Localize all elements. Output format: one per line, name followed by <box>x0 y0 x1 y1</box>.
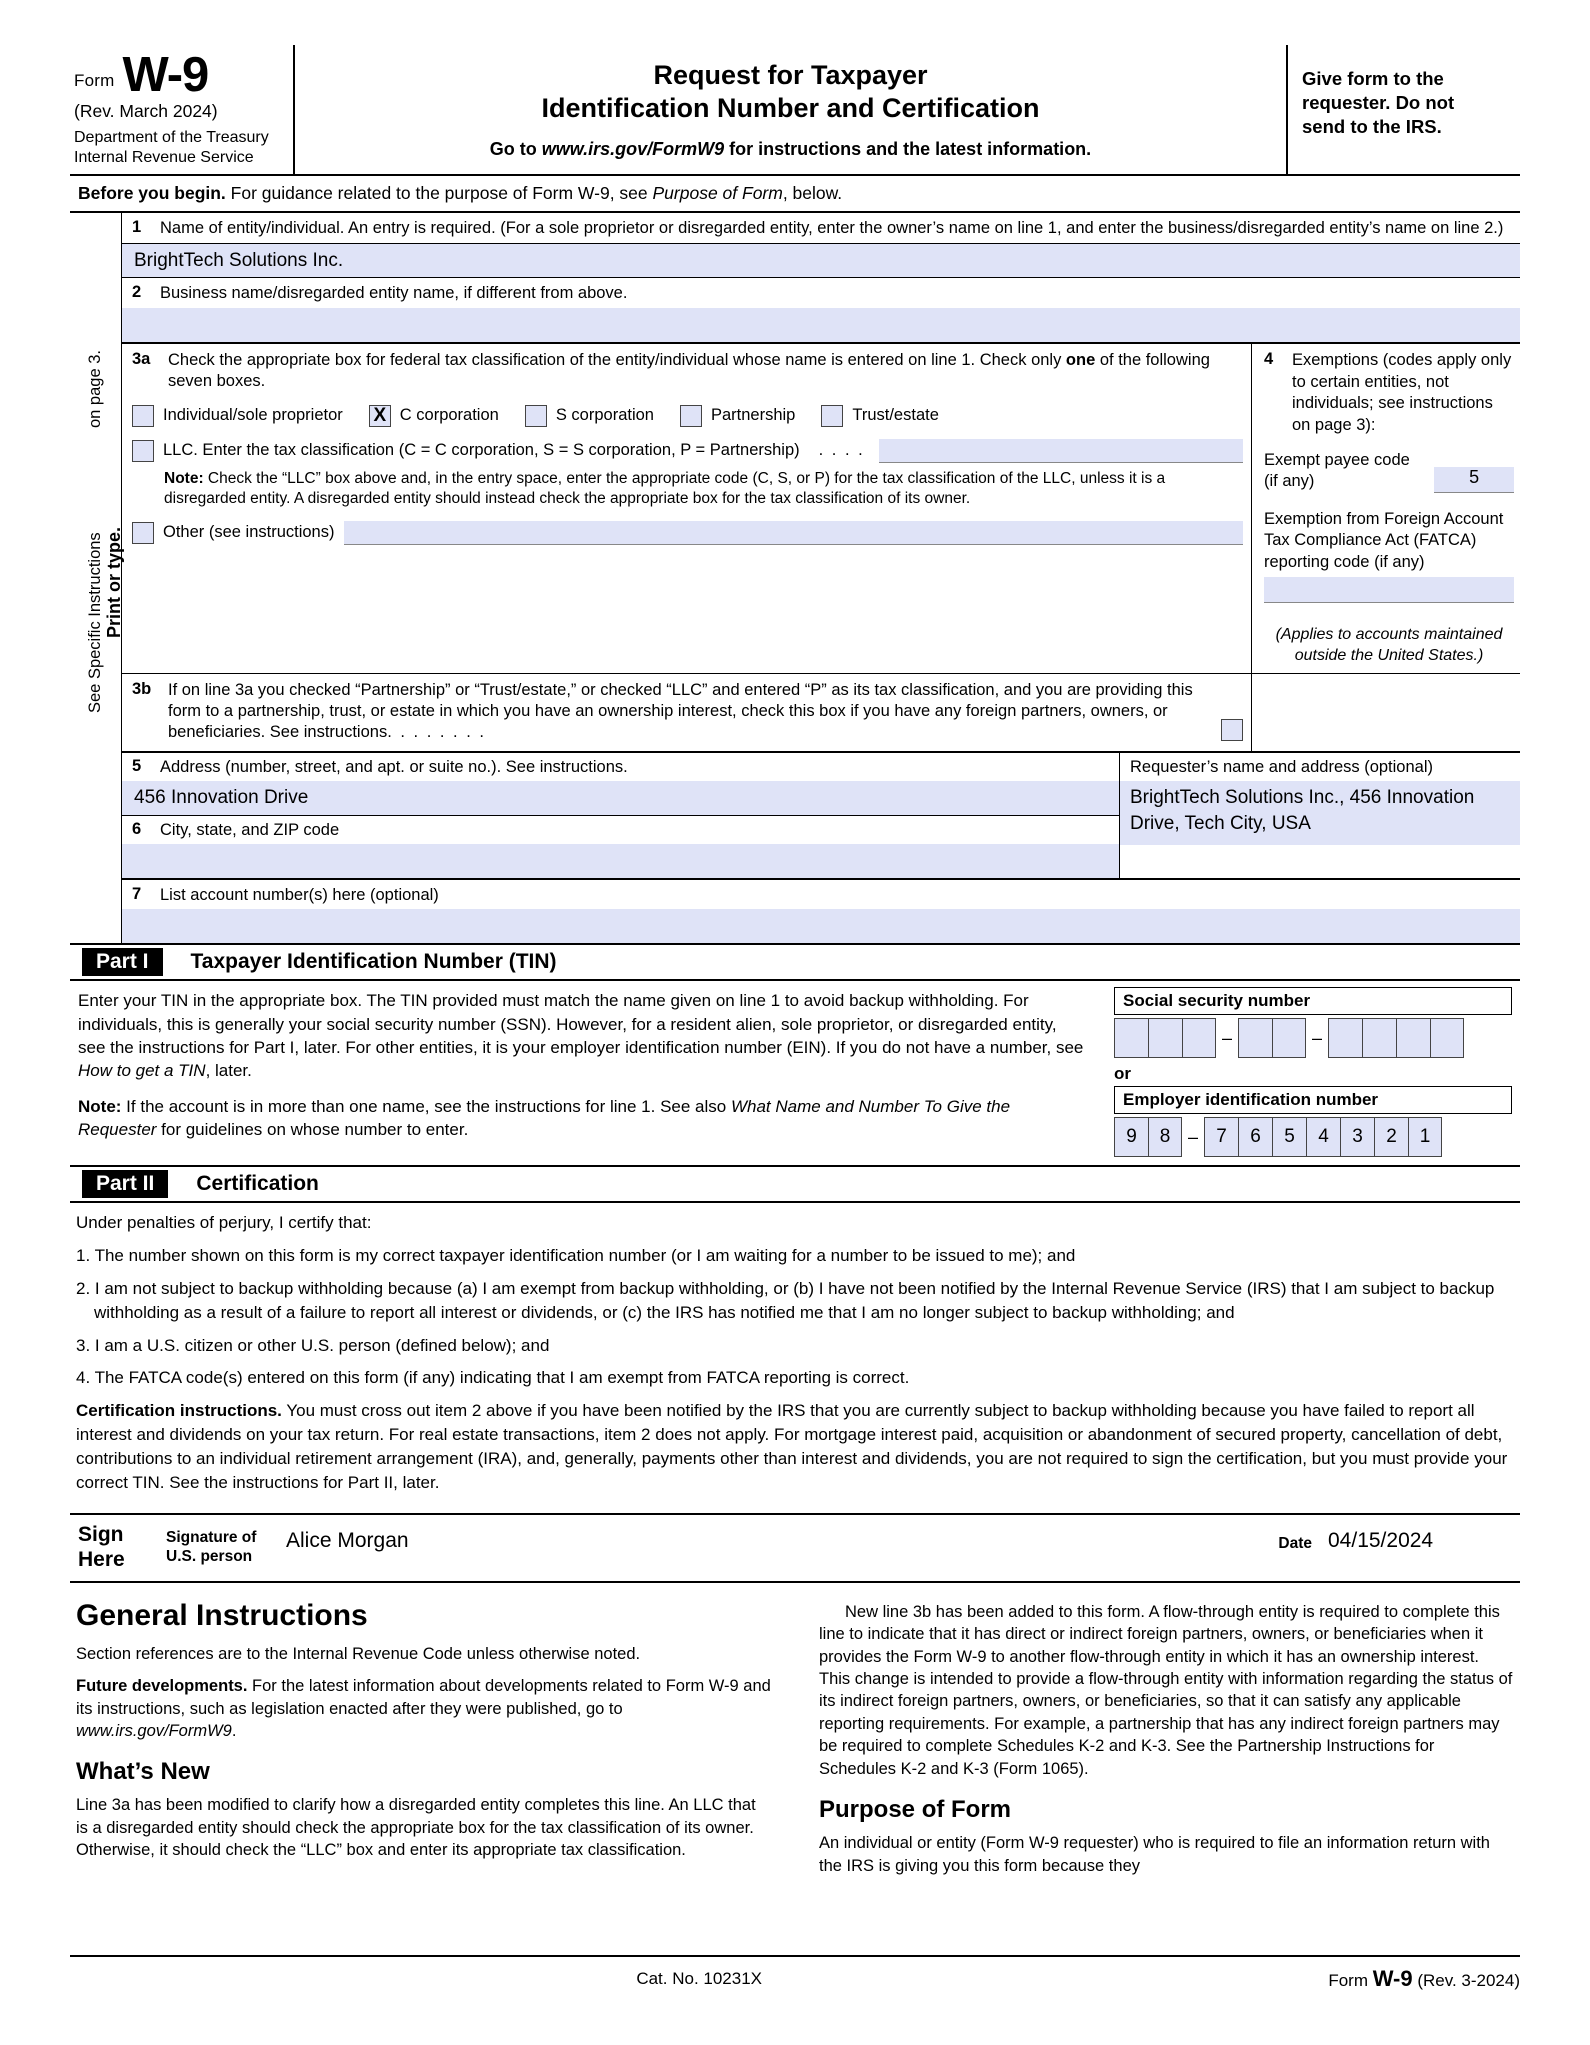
ein-digit-9[interactable]: 1 <box>1408 1117 1442 1157</box>
part1-text-block <box>70 981 1100 1165</box>
rail-print-or-type: Print or type. <box>104 527 124 639</box>
line1-name-input[interactable]: BrightTech Solutions Inc. <box>122 243 1520 277</box>
ssn-digit-4[interactable] <box>1238 1018 1272 1058</box>
department-irs-line: Internal Revenue Service <box>74 149 254 167</box>
goto-prefix: Go to <box>489 138 542 159</box>
ssn-digit-2[interactable] <box>1148 1018 1182 1058</box>
line1-number: 1 <box>132 218 142 237</box>
line5-address-input[interactable]: 456 Innovation Drive <box>122 781 1119 815</box>
line4-label: Exemptions (codes apply only to certain entities, not individuals; see instructions on page 3): <box>1292 351 1512 434</box>
form-header <box>70 45 1520 176</box>
whats-new-paragraph: Line 3a has been modified to clarify how a disregarded entity completes this line. An LLC that is a disregarded entity should check the appropriate box for the tax classification of its owner. Otherwise, it should check the “LLC” box and enter its appropriate tax classification. <box>76 1796 756 1860</box>
whats-new-heading: What’s New <box>76 1758 210 1786</box>
ssn-digit-5[interactable] <box>1272 1018 1306 1058</box>
signature-of-label <box>162 1515 280 1580</box>
footer-form-revision: (Rev. 3-2024) <box>1412 1971 1521 1990</box>
line6-label-row <box>122 815 1119 844</box>
llc-note <box>164 469 1243 509</box>
part1-bar <box>70 945 1520 981</box>
certification-item-1: 1. The number shown on this form is my correct taxpayer identification number (or I am waiting for a number to be issued to me); and <box>76 1246 1076 1266</box>
instructions-left-column <box>76 1597 771 1887</box>
ein-header-label: Employer identification number <box>1114 1086 1512 1114</box>
ssn-digit-9[interactable] <box>1430 1018 1464 1058</box>
ein-digit-6[interactable]: 4 <box>1306 1117 1340 1157</box>
ein-digit-7[interactable]: 3 <box>1340 1117 1374 1157</box>
or-separator-label: or <box>1114 1064 1131 1084</box>
certification-item-4: 4. The FATCA code(s) entered on this form (if any) indicating that I am exempt from FATCA reporting is correct. <box>76 1368 910 1388</box>
line6-city-state-zip-input[interactable] <box>122 844 1119 878</box>
signature-input[interactable]: Alice Morgan <box>286 1529 409 1553</box>
llc-dot-leader: . . . . <box>818 441 865 460</box>
header-give-form-block <box>1288 45 1520 174</box>
checkbox-trust-estate[interactable] <box>821 405 843 427</box>
part1-note-italic: What Name and Number To Give the Requester <box>78 1096 1011 1139</box>
line3a-and-line4-section <box>122 342 1520 673</box>
ein-digit-2[interactable]: 8 <box>1148 1117 1182 1157</box>
footer-form-number: W-9 <box>1372 1966 1413 1991</box>
label-llc: LLC. Enter the tax classification (C = C corporation, S = S corporation, P = Partnership) <box>163 441 800 460</box>
ssn-digit-1[interactable] <box>1114 1018 1148 1058</box>
line2-label-row <box>122 277 1520 308</box>
line2-number: 2 <box>132 283 142 302</box>
certification-intro: Under penalties of perjury, I certify that: <box>76 1213 372 1233</box>
line3a-number: 3a <box>132 350 151 369</box>
checkbox-c-corporation[interactable] <box>369 405 391 427</box>
tin-entry-block <box>1100 981 1520 1165</box>
footer-form-identifier <box>1328 1966 1520 1992</box>
part1-content <box>70 981 1520 1167</box>
line3a-label-part1: Check the appropriate box for federal tax classification of the entity/individual whose name is entered on line 1. Check only <box>168 351 1066 370</box>
part1-tag: Part I <box>82 948 163 976</box>
part2-bar <box>70 1167 1520 1203</box>
catalog-number: Cat. No. 10231X <box>636 1969 763 1988</box>
line3b-number: 3b <box>132 679 152 698</box>
ssn-digit-3[interactable] <box>1182 1018 1216 1058</box>
checkbox-other[interactable] <box>132 522 154 544</box>
line6-label: City, state, and ZIP code <box>160 821 340 840</box>
line5-label: Address (number, street, and apt. or suite no.). See instructions. <box>160 758 628 777</box>
line2-label: Business name/disregarded entity name, if different from above. <box>160 284 628 303</box>
ssn-digit-boxes <box>1114 1018 1512 1058</box>
checkbox-individual-sole-proprietor[interactable] <box>132 405 154 427</box>
line3b-right-spacer <box>1252 674 1520 751</box>
fatca-applies-note: (Applies to accounts maintained outside the United States.) <box>1275 626 1503 665</box>
part1-note-text: If the account is in more than one name, see the instructions for line 1. See also <box>121 1096 731 1116</box>
certification-item-3: 3. I am a U.S. citizen or other U.S. person (defined below); and <box>76 1335 550 1355</box>
line4-number: 4 <box>1264 350 1274 369</box>
header-form-identity <box>70 45 295 174</box>
ein-digit-4[interactable]: 6 <box>1238 1117 1272 1157</box>
before-you-begin-text: For guidance related to the purpose of Form W-9, see <box>225 183 653 204</box>
header-title-block <box>295 45 1288 174</box>
line1-label-row <box>122 213 1520 243</box>
line2-business-name-input[interactable] <box>122 308 1520 342</box>
general-instructions-heading: General Instructions <box>76 1598 368 1632</box>
line3a-block <box>122 344 1252 673</box>
line7-label-row <box>122 878 1520 909</box>
line6-number: 6 <box>132 820 142 839</box>
requester-name-address-input[interactable]: BrightTech Solutions Inc., 456 Innovation Drive, Tech City, USA <box>1120 781 1520 845</box>
before-you-begin-note <box>70 176 1520 213</box>
part1-para1-tail: , later. <box>205 1061 252 1081</box>
line3b-block <box>122 674 1252 751</box>
line3a-label-bold: one <box>1065 351 1096 370</box>
sign-here-section <box>70 1513 1520 1582</box>
other-checkbox-row <box>132 521 1243 545</box>
date-label: Date <box>1278 1535 1312 1553</box>
part1-note-tail: for guidelines on whose number to enter. <box>156 1119 469 1139</box>
exempt-payee-code-input[interactable]: 5 <box>1434 467 1514 493</box>
ssn-digit-8[interactable] <box>1396 1018 1430 1058</box>
ein-dash: – <box>1187 1126 1198 1147</box>
ein-digit-5[interactable]: 5 <box>1272 1117 1306 1157</box>
give-form-line-2: requester. Do not <box>1302 92 1455 114</box>
fatca-code-input[interactable] <box>1264 577 1514 603</box>
line1-label: Name of entity/individual. An entry is required. (For a sole proprietor or disregarded entity, enter the owner’s name on line 1, and enter the business/disregarded entity’s name on line 2.) <box>160 219 1504 238</box>
part1-title: Taxpayer Identification Number (TIN) <box>190 950 557 974</box>
department-treasury-line: Department of the Treasury <box>74 129 269 147</box>
ssn-header-label: Social security number <box>1114 987 1512 1015</box>
page-footer <box>70 1955 1520 1992</box>
address-and-requester-section <box>122 751 1520 878</box>
before-you-begin-italic: Purpose of Form <box>652 183 783 204</box>
date-input[interactable]: 04/15/2024 <box>1328 1529 1434 1553</box>
department-label <box>74 128 289 168</box>
classification-checkbox-row <box>132 405 1243 427</box>
certification-instructions-bold: Certification instructions. <box>76 1401 282 1421</box>
form-fields-column <box>122 213 1520 943</box>
footer-form-word: Form <box>1328 1971 1373 1990</box>
purpose-of-form-paragraph: An individual or entity (Form W-9 requester) who is required to file an information return with the IRS is giving you this form because they <box>819 1834 1490 1875</box>
part1-note <box>78 1095 1086 1142</box>
future-developments-url[interactable]: www.irs.gov/FormW9 <box>76 1721 232 1740</box>
give-form-line-1: Give form to the <box>1302 68 1444 89</box>
sign-here-label <box>70 1515 162 1580</box>
part2-title: Certification <box>196 1172 319 1196</box>
certification-text-block <box>70 1203 1520 1513</box>
part1-para1-italic: How to get a TIN <box>78 1061 206 1081</box>
line3a-label <box>168 350 1243 392</box>
address-block <box>122 753 1120 878</box>
future-developments-text: For the latest information about developments related to Form W-9 and its instructions, such as legislation enacted after they were published, go to <box>76 1677 771 1718</box>
form-title-line-2: Identification Number and Certification <box>541 92 1040 123</box>
exempt-payee-row <box>1264 450 1514 493</box>
future-developments-paragraph <box>76 1675 771 1742</box>
certification-item-2: 2. I am not subject to backup withholding because (a) I am exempt from backup withholding, or (b) I have not been notified by the Internal Revenue Service (IRS) that I am subject to backup withholding as a result of a failure to report all interest or dividends, or (c) the IRS has notified me that I am no longer subject to backup withholding; and <box>76 1279 1495 1322</box>
line3b-label <box>168 680 1211 743</box>
signature-of-line-2: U.S. person <box>166 1548 253 1566</box>
line4-label-row <box>1264 350 1514 436</box>
purpose-of-form-heading: Purpose of Form <box>819 1796 1012 1824</box>
requester-block <box>1120 753 1520 878</box>
goto-url-text[interactable]: www.irs.gov/FormW9 <box>541 138 725 159</box>
rail-see-specific-instructions: See Specific Instructions <box>86 532 104 714</box>
line5-label-row <box>122 753 1119 781</box>
ssn-dash-2: – <box>1311 1027 1322 1048</box>
label-partnership: Partnership <box>710 406 796 425</box>
instructions-section <box>70 1583 1520 1887</box>
llc-tax-classification-input[interactable] <box>879 439 1243 463</box>
line3b-dot-leader: . . . . . . . . <box>387 723 486 742</box>
line7-label: List account number(s) here (optional) <box>160 886 439 905</box>
w9-form-page <box>70 45 1520 1887</box>
ssn-digit-7[interactable] <box>1362 1018 1396 1058</box>
checkbox-line3b-foreign-partners[interactable] <box>1221 719 1243 741</box>
ein-digit-boxes <box>1114 1117 1512 1157</box>
goto-url-line <box>305 139 1276 160</box>
line3a-label-part2: of the following seven boxes. <box>168 351 1210 391</box>
ein-digit-8[interactable]: 2 <box>1374 1117 1408 1157</box>
label-other: Other (see instructions) <box>163 523 335 542</box>
llc-checkbox-row <box>132 439 1243 463</box>
requester-label: Requester’s name and address (optional) <box>1130 758 1433 777</box>
checkbox-partnership[interactable] <box>680 405 702 427</box>
fatca-code-label: Exemption from Foreign Account Tax Compliance Act (FATCA) reporting code (if any) <box>1264 509 1504 571</box>
line4-exemptions-block <box>1252 344 1520 673</box>
general-instructions-paragraph: Section references are to the Internal Revenue Code unless otherwise noted. <box>76 1644 641 1663</box>
sign-here-line-1: Sign <box>78 1523 124 1547</box>
fatca-row <box>1264 509 1514 603</box>
ssn-digit-6[interactable] <box>1328 1018 1362 1058</box>
ein-digit-3[interactable]: 7 <box>1204 1117 1238 1157</box>
line7-account-numbers-input[interactable] <box>122 909 1520 943</box>
future-developments-bold: Future developments. <box>76 1677 248 1696</box>
certification-instructions-text: You must cross out item 2 above if you have been notified by the IRS that you are currently subject to backup withholding because you have failed to report all interest and dividends on your tax return. For real estate transactions, item 2 does not apply. For mortgage interest paid, acquisition or abandonment of secured property, cancellation of debt, contributions to an individual retirement arrangement (IRA), and, generally, payments other than interest and dividends, you are not required to sign the certification, but you must provide your correct TIN. See the instructions for Part II, later. <box>76 1401 1508 1492</box>
signature-of-line-1: Signature of <box>166 1529 257 1547</box>
form-revision-label: (Rev. March 2024) <box>74 101 218 122</box>
form-title-line-1: Request for Taxpayer <box>653 60 928 90</box>
checkbox-llc[interactable] <box>132 440 154 462</box>
before-you-begin-tail: , below. <box>782 183 843 204</box>
line5-number: 5 <box>132 757 142 776</box>
part1-note-bold: Note: <box>78 1096 122 1116</box>
future-developments-tail: . <box>231 1721 237 1740</box>
before-you-begin-bold: Before you begin. <box>78 183 226 204</box>
ein-digit-1[interactable]: 9 <box>1114 1117 1148 1157</box>
llc-note-bold: Note: <box>164 469 204 487</box>
part2-tag: Part II <box>82 1170 168 1198</box>
form-number-title: W-9 <box>122 48 209 102</box>
label-c-corporation: C corporation <box>399 406 499 425</box>
line3a-label-row <box>132 350 1243 392</box>
rail-on-page-3: on page 3. <box>86 350 104 429</box>
llc-note-text: Check the “LLC” box above and, in the entry space, enter the appropriate code (C, S, or P) for the tax classification of the LLC, unless it is a disregarded entity. A disregarded entity should instead check the appropriate box for the tax classification of its owner. <box>164 469 1166 507</box>
vertical-rail <box>70 213 122 943</box>
label-s-corporation: S corporation <box>555 406 654 425</box>
checkbox-s-corporation[interactable] <box>525 405 547 427</box>
ssn-dash-1: – <box>1221 1027 1232 1048</box>
certification-instructions <box>76 1399 1514 1494</box>
give-form-line-3: send to the IRS. <box>1302 116 1442 138</box>
goto-suffix: for instructions and the latest information. <box>724 138 1092 159</box>
exempt-payee-code-label: Exempt payee code (if any) <box>1264 451 1410 491</box>
label-individual-sole-proprietor: Individual/sole proprietor <box>163 406 343 425</box>
sign-here-line-2: Here <box>78 1547 125 1571</box>
line3b-section <box>122 673 1520 751</box>
line3b-label-text: If on line 3a you checked “Partnership” or “Trust/estate,” or checked “LLC” and entered “P” as its tax classification, and you are providing this form to a partnership, trust, or estate in which you have an ownership interest, check this box if you have any foreign partners, owners, or beneficiaries. See instructions <box>168 680 1193 742</box>
part1-para1-text: Enter your TIN in the appropriate box. The TIN provided must match the name given on line 1 to avoid backup withholding. For individuals, this is generally your social security number (SSN). However, for a resident alien, sole proprietor, or disregarded entity, see the instructions for Part I, later. For other entities, it is your employer identification number (EIN). If you do not have a number, see <box>78 991 1084 1058</box>
part1-paragraph-1 <box>78 989 1086 1082</box>
form-word-label: Form <box>74 71 115 91</box>
line3b-explanation-paragraph: New line 3b has been added to this form. A flow-through entity is required to complete this line to indicate that it has direct or indirect foreign partners, owners, or beneficiaries when it provides the Form W-9 to another flow-through entity in which it has an ownership interest. This change is intended to provide a flow-through entity with information regarding the status of its indirect foreign partners, owners, or beneficiaries, so that it can satisfy any applicable reporting requirements. For example, a partnership that has any indirect foreign partners may be required to complete Schedules K-2 and K-3. See the Partnership Instructions for Schedules K-2 and K-3 (Form 1065). <box>819 1602 1513 1778</box>
label-trust-estate: Trust/estate <box>852 406 939 425</box>
form-body <box>70 213 1520 945</box>
line7-number: 7 <box>132 885 142 904</box>
instructions-right-column <box>819 1597 1514 1887</box>
other-classification-input[interactable] <box>344 521 1243 545</box>
